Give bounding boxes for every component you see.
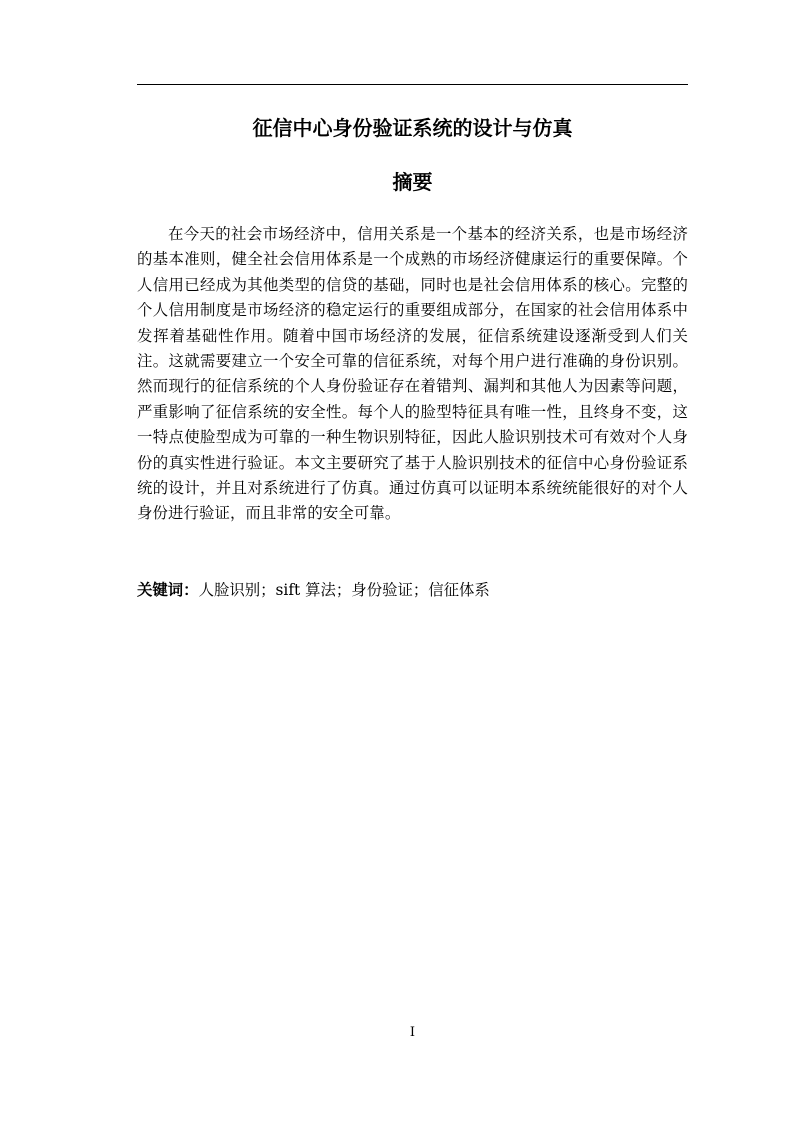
page-number: I <box>409 1025 416 1040</box>
keywords-label: 关键词： <box>137 581 199 599</box>
header-rule <box>137 84 688 85</box>
abstract-heading: 摘要 <box>392 170 433 194</box>
keywords-text: 人脸识别；sift 算法；身份验证；信征体系 <box>198 581 490 599</box>
abstract-body: 在今天的社会市场经济中，信用关系是一个基本的经济关系，也是市场经济的基本准则，健全社会信用体系是一个成熟的市场经济健康运行的重要保障。个人信用已经成为其他类型的信贷的基础，同时也是社会信用体系的核心。完整的个人信用制度是市场经济的稳定运行的重要组成部分，在国家的社会信用体系中发挥着基础性作用。随着中国市场经济的发展，征信系统建设逐渐受到人们关注。这就需要建立一个安全可靠的信征系统，对每个用户进行准确的身份识别。然而现行的征信系统的个人身份验证存在着错判、漏判和其他人为因素等问题，严重影响了征信系统的安全性。每个人的脸型特征具有唯一性，且终身不变，这一特点使脸型成为可靠的一种生物识别特征，因此人脸识别技术可有效对个人身份的真实性进行验证。本文主要研究了基于人脸识别技术的征信中心身份验证系统的设计，并且对系统进行了仿真。通过仿真可以证明本系统统能很好的对个人身份进行验证，而且非常的安全可靠。 <box>137 225 688 523</box>
keywords-line <box>137 578 688 603</box>
document-title: 征信中心身份验证系统的设计与仿真 <box>252 116 573 140</box>
